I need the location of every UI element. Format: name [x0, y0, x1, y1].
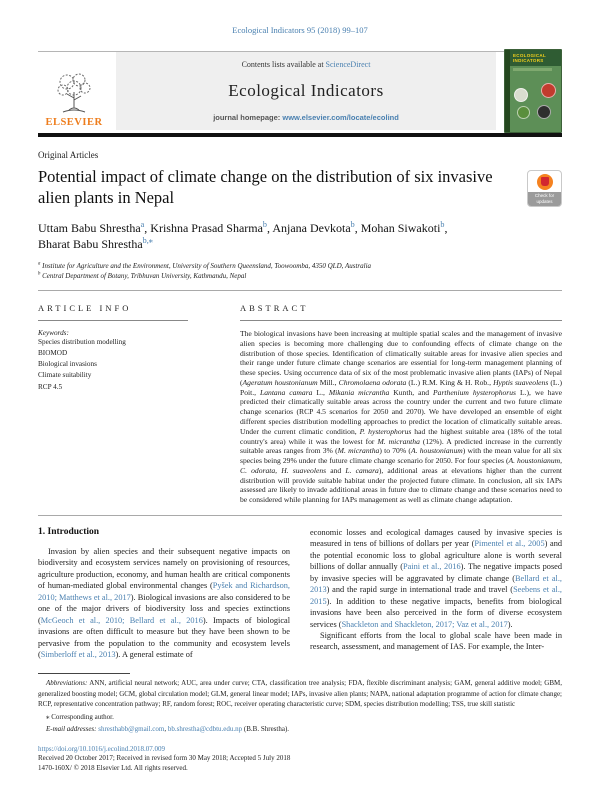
cover-header: [505, 50, 561, 66]
cover-spine: [505, 50, 510, 132]
abstract-rule: [240, 320, 562, 321]
article-info-heading: ARTICLE INFO: [38, 302, 132, 313]
elsevier-wordmark: ELSEVIER: [45, 117, 103, 128]
crossmark-label-line1: Check for: [534, 193, 555, 199]
abstract-heading: ABSTRACT: [240, 302, 309, 313]
article-info-column: [38, 303, 206, 505]
affiliation-a: $^a$ Institute for Agriculture and the Environment, University of Southern Queensland, Toowoomba, 4350 QLD, Australia: [38, 261, 372, 270]
cover-photo-circle-1: [514, 88, 528, 102]
keywords-list: [38, 337, 206, 393]
keyword-item: BIOMOD: [38, 349, 68, 358]
intro-right-paragraph-1: economic losses and ecological damages caused by invasive species is measured in tens of billions of dollars per year (Pimentel et al., 2005) and the potential economic loss to global agriculture alone is worth several billions of dollar annually (Paini et al., 2016). The negative impacts posed by invasive species will be aggravated by climate change (Bellard et al., 2013) and the rapid surge in international trade and travel (Seebens et al., 2015). In addition to these negative impacts, benefits from biological invasions have been also perceived in the form of diverse ecosystem services (Shackleton and Shackleton, 2017; Vaz et al., 2017).: [310, 528, 563, 629]
cover-title-line2: INDICATORS: [513, 58, 544, 64]
crossmark-logo-area: [528, 171, 561, 192]
article-info-rule: [38, 320, 188, 321]
masthead-box: [116, 52, 496, 130]
corresponding-author-note: ⁎ Corresponding author.: [46, 712, 114, 721]
cover-title-line1: ECOLOGICAL: [513, 53, 546, 58]
keyword-item: RCP 4.5: [38, 382, 63, 391]
article-title: Potential impact of climate change on the distribution of six invasive alien plants in Nepal: [38, 167, 493, 207]
intro-left-paragraph: Invasion by alien species and their subsequent negative impacts on biodiversity and ecosystem services namely on provisioning of resources, agriculture production, economy, and human health are critical components of human-mediated global environmental changes (Pyšek and Richardson, 2010; Matthews et al., 2017). Biological invasions are also considered to be one of the major drivers of biodiversity loss and species extinctions (McGeoch et al., 2010; Bellard et al., 2016). Impacts of biological invasions are often difficult to measure but they have been shown to be pervasive from the population to the community and ecosystem levels (Simberloff et al., 2013). A general estimate of: [38, 547, 291, 659]
intro-right-column: [310, 527, 562, 660]
homepage-prefix: journal homepage:: [213, 113, 283, 122]
cover-photo-circle-3: [517, 106, 530, 119]
intro-heading: 1. Introduction: [38, 527, 100, 537]
footnote-separator: [38, 673, 130, 674]
keyword-item: Climate suitability: [38, 371, 92, 380]
keyword-item: Biological invasions: [38, 360, 97, 369]
cover-photo-circle-4: [537, 105, 551, 119]
journal-homepage-link[interactable]: www.elsevier.com/locate/ecolind: [282, 113, 399, 122]
received-dates: Received 20 October 2017; Received in revised form 30 May 2018; Accepted 5 July 2018: [38, 753, 291, 762]
intro-left-column: [38, 527, 290, 660]
journal-citation-header[interactable]: Ecological Indicators 95 (2018) 99–107: [232, 25, 368, 35]
crossmark-badge[interactable]: [527, 170, 562, 207]
crossmark-label: [528, 192, 561, 206]
introduction-section: [38, 527, 562, 660]
crossmark-circle-icon: [537, 174, 553, 190]
article-type-label: Original Articles: [38, 150, 99, 160]
cover-photo-circle-2: [541, 83, 556, 98]
affiliation-b: $^b$ Central Department of Botany, Tribhuvan University, Kathmandu, Nepal: [38, 272, 247, 281]
footnote-abbreviations: Abbreviations: ANN, artificial neural network; AUC, area under curve; CTA, classification tree analysis; FDA, flexible discriminant analysis; GAM, general additive model; GBM, generalized boosting model; GCM, global circulation model; GLM, general linear model; IAPs, invasive alien plants; NAPA, national adaptation programme of action for climate change; RCP, representative concentration pathway; RF, random forest; ROC, receiver operating characteristic curve; SDM, species distribution modelling; TSS, true skill statistic: [38, 679, 562, 709]
masthead-journal-title: Ecological Indicators: [228, 81, 384, 100]
affiliations-block: [38, 261, 562, 282]
copyright-line: 1470-160X/ © 2018 Elsevier Ltd. All rights reserved.: [38, 764, 188, 773]
abstract-column: [240, 303, 562, 505]
email-addresses: E-mail addresses: shresthabb@gmail.com, bb.shrestha@cdbtu.edu.np (B.B. Shrestha).: [46, 725, 290, 734]
elsevier-logo: [38, 52, 116, 130]
keywords-label: Keywords:: [38, 328, 69, 337]
sciencedirect-link[interactable]: ScienceDirect: [325, 60, 371, 69]
masthead-bottom-bar: [38, 133, 562, 137]
info-abstract-section: [38, 291, 562, 515]
doi-link[interactable]: https://doi.org/10.1016/j.ecolind.2018.07.009: [38, 744, 166, 753]
homepage-line: [213, 113, 399, 122]
authors-line: Uttam Babu Shrestha$^a$, Krishna Prasad Sharma$^b$, Anjana Devkota$^b$, Mohan Siwakoti$^b$, Bharat Babu Shrestha$^{b,⁎}$: [38, 219, 448, 251]
contents-prefix: Contents lists available at: [241, 60, 326, 69]
journal-cover-thumbnail[interactable]: [504, 49, 562, 133]
crossmark-book-icon: [541, 177, 549, 186]
cover-subtitle-bar: [513, 68, 552, 71]
crossmark-label-line2: updates: [536, 198, 553, 204]
keyword-item: Species distribution modelling: [38, 337, 126, 346]
journal-masthead: [38, 52, 562, 130]
abstract-text: The biological invasions have been increasing at multiple spatial scales and the management of invasive alien species is becoming more challenging due to confounding effects of climate change on the distribution of those species. Identification of climatically suitable areas for invasive alien species and their range under future climate change scenarios are essential for long-term management planning of these species. Using occurrence data of six of the most problematic invasive alien plants (IAPs) of Nepal (Ageratum houstonianum Mill., Chromolaena odorata (L.) R.M. King & H. Rob., Hyptis suaveolens (L.) Poit., Lantana camara L., Mikania micrantha Kunth, and Parthenium hysterophorus L.), we have predicted their climatically suitable areas across the country under the current and two future climate change scenarios (RCP 4.5 scenarios for 2050 and 2070). We have developed an ensemble of eight different species distribution modelling approaches to predict the location of climatically suitable areas. Under the current climatic condition, P. hysterophorus had the highest suitable area (18% of the total country's area) while it was the lowest for M. micrantha (12%). A predicted increase in the currently suitable areas ranges from 3% (M. micrantha) to 70% (A. houstonianum) with the mean value for all six species being 29% under the future climate change scenario for 2050. For four species (A. houstonianum, C. odorata, H. suaveolens and L. camara), additional areas at elevations higher than the current distribution will provide suitable habitat under the projected future climate. In conclusion, all six IAPs assessed are likely to invade additional areas in future due to climate change and these scenarios need to be considered while planning for IAPs management as well as climate change adaptation.: [240, 328, 563, 505]
elsevier-tree-icon: [51, 70, 97, 116]
intro-right-paragraph-2: Significant efforts from the local to global scale have been made in research, assessment, and management of IAS. For example, the Inter-: [310, 630, 562, 652]
contents-line: [242, 60, 371, 69]
section-divider-bottom: [38, 515, 562, 516]
